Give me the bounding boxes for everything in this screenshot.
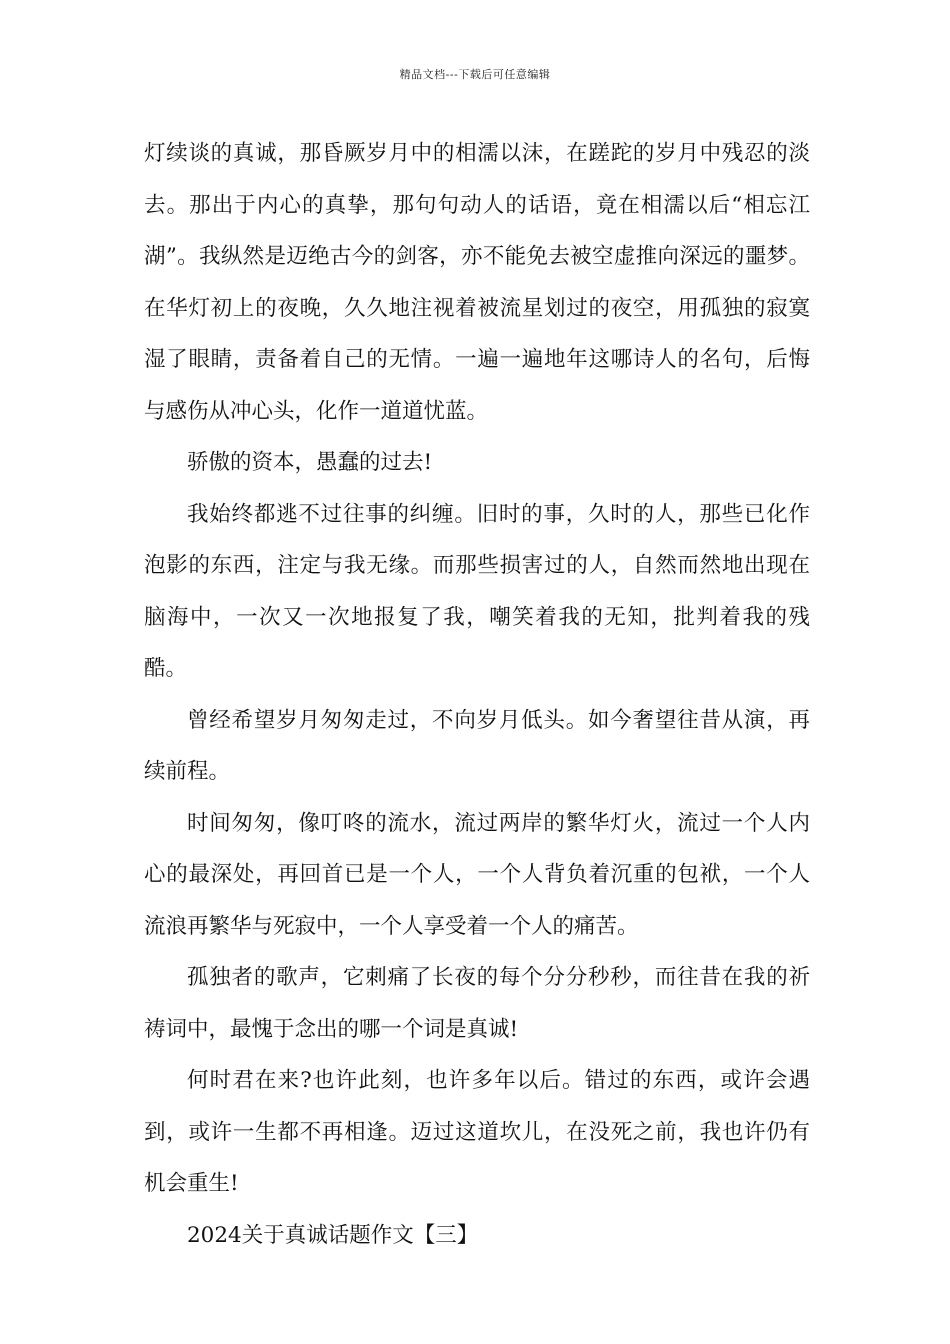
paragraph: 骄傲的资本，愚蠢的过去! bbox=[187, 450, 433, 475]
paragraph: 时间匆匆，像叮咚的流水，流过两岸的繁华灯火，流过一个人内心的最深处，再回首已是一个人，一个人背负着沉重的包袱，一个人流浪再繁华与死寂中，一个人享受着一个人的痛苦。 bbox=[144, 810, 810, 939]
paragraph: 孤独者的歌声，它刺痛了长夜的每个分分秒秒，而往昔在我的祈祷词中，最愧于念出的哪一个词是真诚! bbox=[144, 965, 810, 1042]
document-body bbox=[144, 128, 810, 1261]
paragraph-continued: 灯续谈的真诚，那昏厥岁月中的相濡以沫，在蹉跎的岁月中残忍的淡去。那出于内心的真挚，那句句动人的话语，竟在相濡以后“相忘江湖”。我纵然是迈绝古今的剑客，亦不能免去被空虚推向深远的噩梦。在华灯初上的夜晚，久久地注视着被流星划过的夜空，用孤独的寂寞湿了眼睛，责备着自己的无情。一遍一遍地年这哪诗人的名句，后悔与感伤从冲心头，化作一道道忧蓝。 bbox=[144, 141, 810, 424]
section-heading: 2024关于真诚话题作文【三】 bbox=[187, 1222, 479, 1248]
paragraph: 我始终都逃不过往事的纠缠。旧时的事，久时的人，那些已化作泡影的东西，注定与我无缘。而那些损害过的人，自然而然地出现在脑海中，一次又一次地报复了我，嘲笑着我的无知，批判着我的残酷。 bbox=[144, 501, 810, 681]
page-header: 精品文档---下载后可任意编辑 bbox=[399, 68, 551, 81]
paragraph: 何时君在来?也许此刻，也许多年以后。错过的东西，或许会遇到，或许一生都不再相逢。迈过这道坎儿，在没死之前，我也许仍有机会重生! bbox=[144, 1068, 810, 1196]
paragraph: 曾经希望岁月匆匆走过，不向岁月低头。如今奢望往昔从演，再续前程。 bbox=[144, 707, 810, 784]
